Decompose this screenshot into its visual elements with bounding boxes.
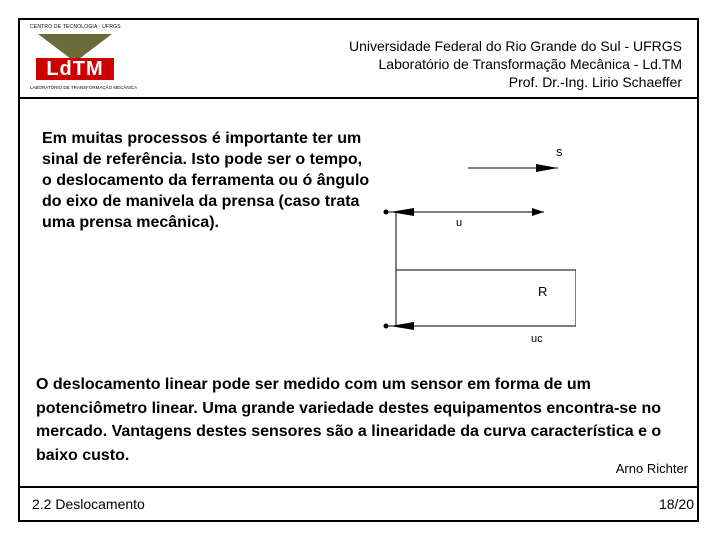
footer-divider	[18, 486, 699, 488]
logo-mark: LdTM	[36, 58, 114, 80]
university-name: Universidade Federal do Rio Grande do Sul - UFRGS	[348, 38, 682, 54]
author-name: Arno Richter	[615, 461, 688, 476]
diagram-label-r: R	[538, 284, 548, 299]
diagram-u-arrow-icon	[390, 208, 414, 216]
potentiometer-diagram	[376, 130, 576, 350]
diagram-u-marker-icon	[532, 208, 544, 216]
diagram-label-uc: uc	[531, 333, 543, 345]
diagram-label-s: s	[556, 144, 563, 159]
intro-paragraph: Em muitas processos é importante ter um sinal de referência. Isto pode ser o tempo, o deslocamento da ferramenta ou ó ângulo do eixo de manivela da prensa (caso trata uma prensa mecânica).	[42, 130, 370, 231]
institution-block	[349, 37, 682, 91]
logo-emblem-icon	[30, 24, 138, 90]
diagram-uc-arrow-icon	[390, 322, 414, 330]
page-number: 18/20	[658, 496, 694, 512]
logo-bottom-text: LABORATÓRIO DE TRANSFORMAÇÃO MECÂNICA	[30, 85, 138, 90]
logo-top-text: CENTRO DE TECNOLOGIA · UFRGS	[30, 24, 121, 30]
body-paragraph: O deslocamento linear pode ser medido com um sensor em forma de um potenciômetro linear. Uma grande variedade destes equipamentos encontra-se no mercado. Vantagens destes sensores são a linearidade da curva característica e o baixo custo.	[36, 376, 662, 464]
professor-name: Prof. Dr.-Ing. Lirio Schaeffer	[508, 74, 682, 90]
ldtm-logo	[30, 24, 138, 90]
header-divider	[18, 97, 699, 99]
lab-name: Laboratório de Transformação Mecânica - Ld.TM	[378, 56, 682, 72]
diagram-label-u: u	[456, 217, 463, 229]
section-title: 2.2 Deslocamento	[32, 496, 145, 512]
diagram-s-arrow-icon	[536, 164, 558, 172]
